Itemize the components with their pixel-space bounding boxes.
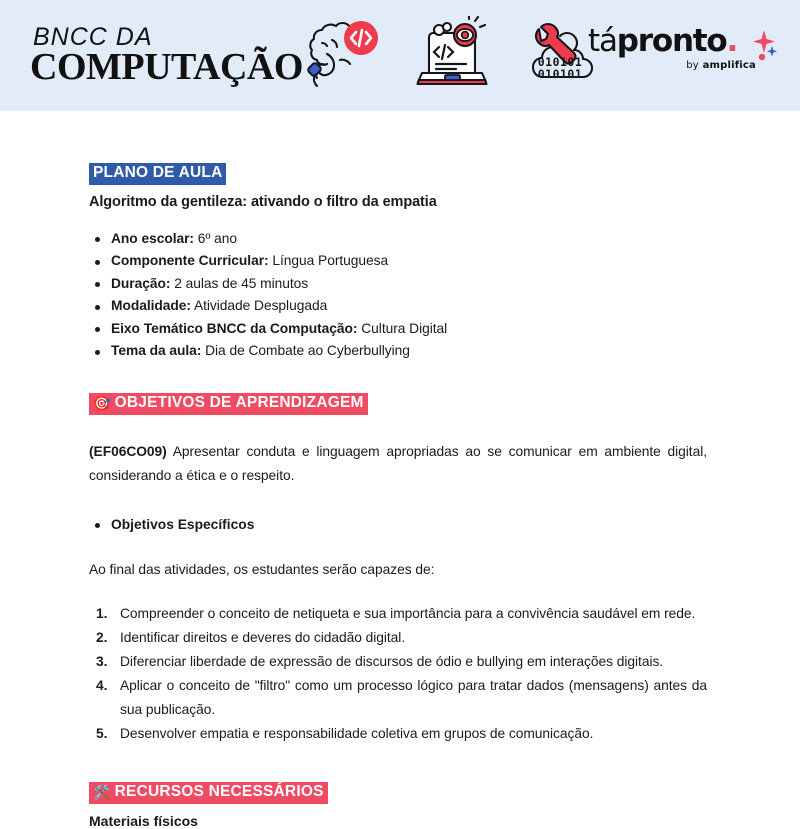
meta-key: Componente Curricular:	[111, 253, 269, 269]
laptop-eye-icon	[412, 16, 492, 95]
ta-pronto-byline	[588, 60, 756, 71]
meta-value: 6º ano	[193, 230, 238, 246]
objetivos-tag-label: OBJETIVOS DE APRENDIZAGEM	[114, 393, 364, 411]
header-icon-cluster	[302, 16, 598, 95]
meta-key: Duração:	[111, 275, 171, 291]
meta-key: Modalidade:	[111, 298, 191, 314]
list-item: Compreender o conceito de netiqueta e sua importância para a convivência saudável em rede.	[120, 605, 696, 621]
ta-pronto-company: amplifica	[702, 60, 756, 71]
list-item	[89, 273, 707, 296]
list-item	[89, 318, 707, 341]
ta-pronto-logo	[588, 23, 778, 88]
svg-text:010101: 010101	[537, 67, 583, 81]
list-item: Diferenciar liberdade de expressão de discursos de ódio e bullying em interações digitais.	[120, 653, 664, 669]
meta-value: 2 aulas de 45 minutos	[170, 275, 309, 291]
habilidade-text: Apresentar conduta e linguagem apropriadas ao se comunicar em ambiente digital, considerando a ética e o respeito.	[89, 443, 707, 483]
page-title: Algoritmo da gentileza: ativando o filtro da empatia	[89, 193, 437, 210]
meta-key: Ano escolar:	[111, 230, 194, 246]
section-objetivos-de-aprendizagem	[89, 393, 707, 746]
bncc-logo	[30, 23, 303, 88]
ta-pronto-pronto: pronto	[616, 23, 727, 59]
recursos-tag-label: RECURSOS NECESSÁRIOS	[114, 782, 324, 800]
objetivos-numbered-list	[89, 602, 707, 746]
meta-value: Língua Portuguesa	[268, 253, 389, 269]
section-plano-de-aula	[89, 163, 707, 363]
wrench-binary-icon	[520, 16, 598, 95]
meta-value: Dia de Combate ao Cyberbullying	[201, 343, 410, 359]
meta-value: Cultura Digital	[357, 320, 448, 336]
objetivos-tag	[89, 393, 368, 415]
objetivos-lead: Ao final das atividades, os estudantes serão capazes de:	[89, 561, 435, 577]
target-icon: 🎯	[93, 395, 111, 412]
hammer-and-wrench-icon: 🛠️	[93, 784, 111, 801]
lesson-meta-list	[89, 228, 707, 363]
document-content	[0, 111, 800, 829]
list-item	[89, 340, 707, 363]
plano-de-aula-tag: PLANO DE AULA	[89, 163, 226, 185]
bncc-logo-line2: COMPUTAÇÃO	[30, 46, 303, 88]
svg-text:010101: 010101	[537, 55, 583, 69]
list-item: Objetivos Específicos	[89, 514, 707, 536]
page-header	[0, 0, 800, 111]
ta-pronto-by: by	[686, 60, 699, 71]
list-item	[89, 250, 707, 273]
bncc-logo-line1: BNCC DA	[33, 23, 153, 51]
habilidade-code: (EF06CO09)	[89, 443, 167, 459]
list-item: Aplicar o conceito de "filtro" como um processo lógico para tratar dados (mensagens) antes da sua publicação.	[120, 677, 707, 717]
list-item	[89, 295, 707, 318]
ta-pronto-ta: tá	[588, 23, 617, 59]
brain-code-icon	[302, 16, 384, 95]
list-item	[89, 228, 707, 251]
habilidade-paragraph	[89, 440, 707, 488]
ta-pronto-dot: .	[726, 23, 738, 59]
list-item: Identificar direitos e deveres do cidadão digital.	[120, 629, 406, 645]
meta-key: Tema da aula:	[111, 343, 202, 359]
list-item: Desenvolver empatia e responsabilidade coletiva em grupos de comunicação.	[120, 725, 594, 741]
sparkle-icon	[744, 28, 778, 68]
section-recursos-necessarios	[89, 782, 707, 829]
meta-value: Atividade Desplugada	[190, 298, 328, 314]
meta-key: Eixo Temático BNCC da Computação:	[111, 320, 358, 336]
objetivos-especificos-heading-list	[89, 514, 707, 536]
materiais-fisicos-heading: Materiais físicos	[89, 812, 198, 829]
